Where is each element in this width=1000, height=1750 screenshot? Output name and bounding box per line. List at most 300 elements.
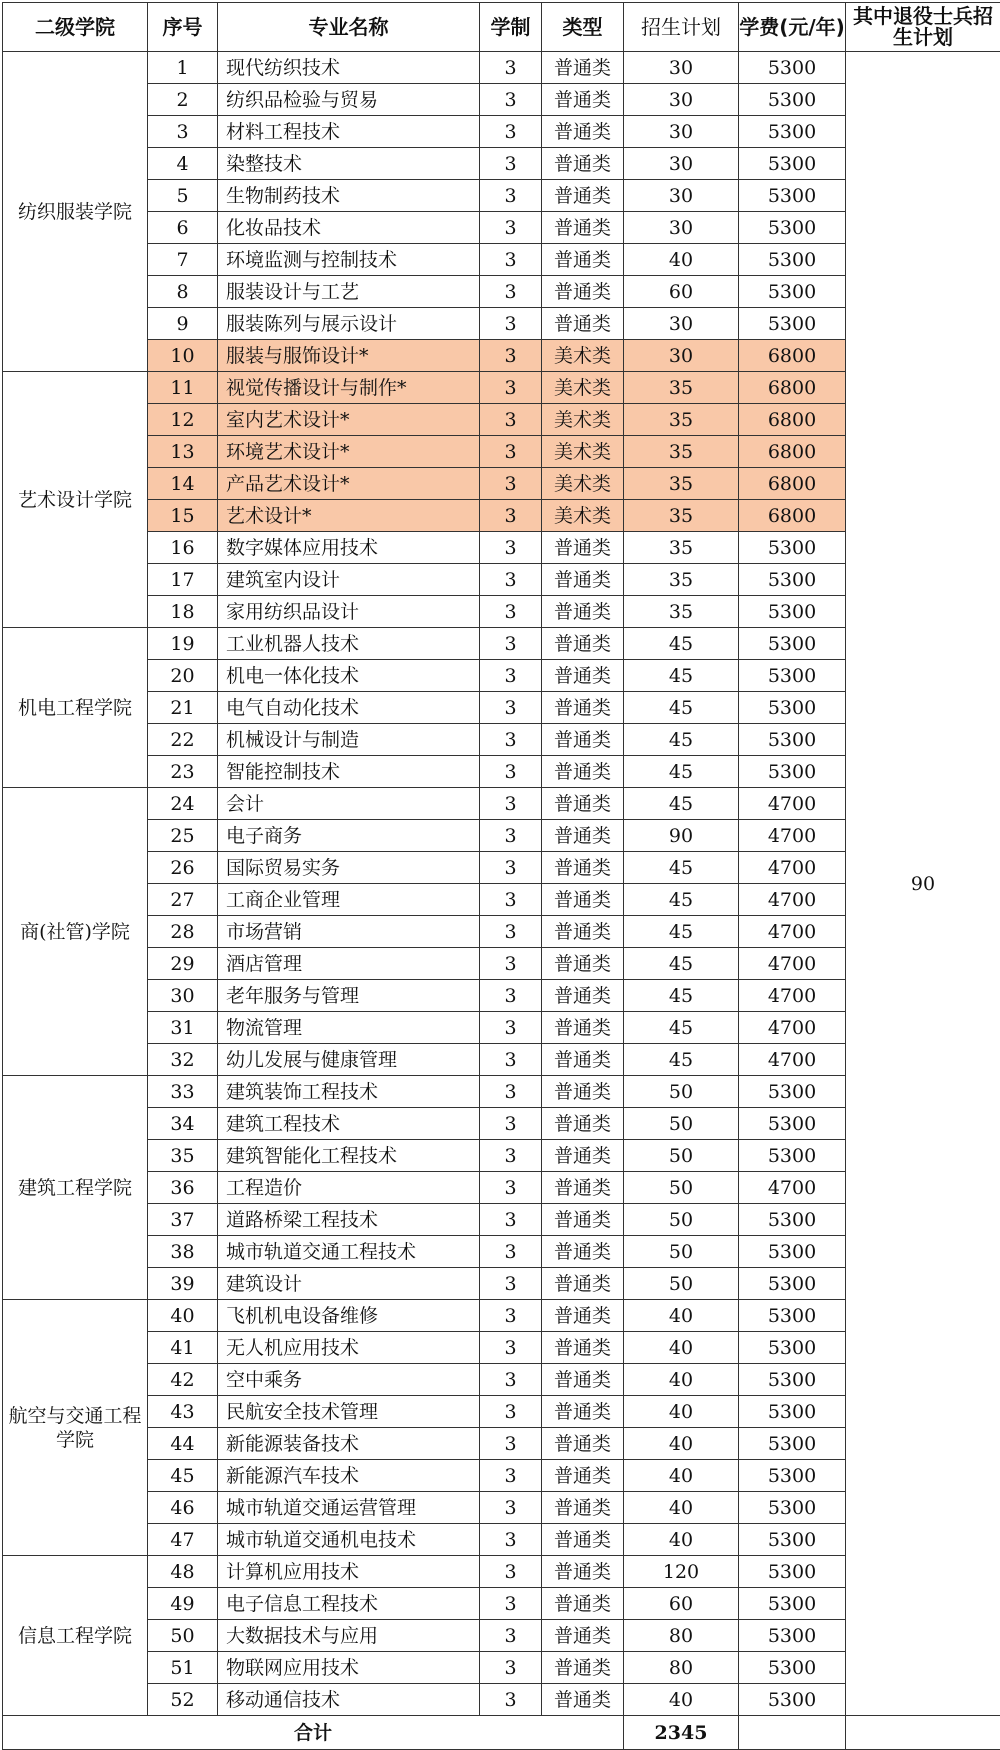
college-cell: 艺术设计学院: [3, 372, 148, 628]
duration-cell: 3: [480, 1396, 542, 1428]
type-cell: 普通类: [542, 788, 624, 820]
fee-cell: 4700: [739, 1172, 846, 1204]
type-cell: 普通类: [542, 1364, 624, 1396]
seq-cell: 35: [148, 1140, 218, 1172]
plan-cell: 35: [624, 532, 739, 564]
major-cell: 工商企业管理: [218, 884, 480, 916]
duration-cell: 3: [480, 84, 542, 116]
plan-cell: 50: [624, 1236, 739, 1268]
fee-cell: 5300: [739, 276, 846, 308]
type-cell: 普通类: [542, 1396, 624, 1428]
seq-cell: 18: [148, 596, 218, 628]
duration-cell: 3: [480, 980, 542, 1012]
total-plan: 2345: [624, 1716, 739, 1750]
seq-cell: 4: [148, 148, 218, 180]
duration-cell: 3: [480, 244, 542, 276]
major-cell: 建筑智能化工程技术: [218, 1140, 480, 1172]
header-veteran: 其中退役士兵招生计划: [846, 3, 1000, 52]
fee-cell: 4700: [739, 916, 846, 948]
type-cell: 普通类: [542, 1076, 624, 1108]
type-cell: 普通类: [542, 1524, 624, 1556]
duration-cell: 3: [480, 692, 542, 724]
type-cell: 普通类: [542, 596, 624, 628]
seq-cell: 37: [148, 1204, 218, 1236]
seq-cell: 32: [148, 1044, 218, 1076]
header-row: [3, 3, 1000, 52]
fee-cell: 6800: [739, 500, 846, 532]
plan-cell: 90: [624, 820, 739, 852]
header-seq: 序号: [148, 3, 218, 52]
fee-cell: 5300: [739, 1108, 846, 1140]
seq-cell: 42: [148, 1364, 218, 1396]
duration-cell: 3: [480, 212, 542, 244]
seq-cell: 6: [148, 212, 218, 244]
plan-cell: 40: [624, 1332, 739, 1364]
type-cell: 普通类: [542, 1620, 624, 1652]
plan-cell: 45: [624, 884, 739, 916]
type-cell: 普通类: [542, 84, 624, 116]
duration-cell: 3: [480, 1588, 542, 1620]
type-cell: 普通类: [542, 1556, 624, 1588]
fee-cell: 4700: [739, 948, 846, 980]
duration-cell: 3: [480, 852, 542, 884]
seq-cell: 17: [148, 564, 218, 596]
fee-cell: 5300: [739, 1364, 846, 1396]
type-cell: 普通类: [542, 1652, 624, 1684]
major-cell: 工程造价: [218, 1172, 480, 1204]
type-cell: 普通类: [542, 628, 624, 660]
fee-cell: 5300: [739, 1332, 846, 1364]
seq-cell: 48: [148, 1556, 218, 1588]
duration-cell: 3: [480, 52, 542, 84]
seq-cell: 31: [148, 1012, 218, 1044]
plan-cell: 30: [624, 308, 739, 340]
fee-cell: 5300: [739, 532, 846, 564]
fee-cell: 5300: [739, 308, 846, 340]
seq-cell: 2: [148, 84, 218, 116]
major-cell: 现代纺织技术: [218, 52, 480, 84]
fee-cell: 5300: [739, 1652, 846, 1684]
seq-cell: 45: [148, 1460, 218, 1492]
duration-cell: 3: [480, 1140, 542, 1172]
duration-cell: 3: [480, 1652, 542, 1684]
plan-cell: 35: [624, 468, 739, 500]
duration-cell: 3: [480, 1428, 542, 1460]
fee-cell: 5300: [739, 1268, 846, 1300]
major-cell: 工业机器人技术: [218, 628, 480, 660]
duration-cell: 3: [480, 1556, 542, 1588]
major-cell: 建筑设计: [218, 1268, 480, 1300]
type-cell: 美术类: [542, 404, 624, 436]
duration-cell: 3: [480, 564, 542, 596]
duration-cell: 3: [480, 1108, 542, 1140]
plan-cell: 60: [624, 276, 739, 308]
fee-cell: 5300: [739, 212, 846, 244]
major-cell: 幼儿发展与健康管理: [218, 1044, 480, 1076]
major-cell: 服装与服饰设计*: [218, 340, 480, 372]
seq-cell: 16: [148, 532, 218, 564]
duration-cell: 3: [480, 1364, 542, 1396]
duration-cell: 3: [480, 532, 542, 564]
seq-cell: 26: [148, 852, 218, 884]
major-cell: 智能控制技术: [218, 756, 480, 788]
major-cell: 艺术设计*: [218, 500, 480, 532]
fee-cell: 5300: [739, 1460, 846, 1492]
seq-cell: 29: [148, 948, 218, 980]
seq-cell: 25: [148, 820, 218, 852]
type-cell: 普通类: [542, 948, 624, 980]
major-cell: 服装陈列与展示设计: [218, 308, 480, 340]
plan-cell: 30: [624, 340, 739, 372]
fee-cell: 5300: [739, 1076, 846, 1108]
major-cell: 物流管理: [218, 1012, 480, 1044]
total-label: 合计: [3, 1716, 624, 1750]
seq-cell: 8: [148, 276, 218, 308]
plan-cell: 40: [624, 1428, 739, 1460]
type-cell: 普通类: [542, 1204, 624, 1236]
plan-cell: 30: [624, 148, 739, 180]
seq-cell: 40: [148, 1300, 218, 1332]
plan-cell: 40: [624, 244, 739, 276]
duration-cell: 3: [480, 1460, 542, 1492]
plan-cell: 50: [624, 1140, 739, 1172]
plan-cell: 50: [624, 1204, 739, 1236]
plan-cell: 35: [624, 596, 739, 628]
plan-cell: 40: [624, 1460, 739, 1492]
seq-cell: 46: [148, 1492, 218, 1524]
seq-cell: 15: [148, 500, 218, 532]
plan-cell: 80: [624, 1652, 739, 1684]
type-cell: 普通类: [542, 564, 624, 596]
header-duration: 学制: [480, 3, 542, 52]
type-cell: 美术类: [542, 340, 624, 372]
type-cell: 普通类: [542, 532, 624, 564]
type-cell: 普通类: [542, 1332, 624, 1364]
major-cell: 电子信息工程技术: [218, 1588, 480, 1620]
major-cell: 移动通信技术: [218, 1684, 480, 1716]
type-cell: 普通类: [542, 244, 624, 276]
major-cell: 无人机应用技术: [218, 1332, 480, 1364]
major-cell: 环境监测与控制技术: [218, 244, 480, 276]
veteran-plan-cell: 90: [846, 52, 1000, 1716]
major-cell: 室内艺术设计*: [218, 404, 480, 436]
plan-cell: 45: [624, 916, 739, 948]
plan-cell: 45: [624, 628, 739, 660]
duration-cell: 3: [480, 1492, 542, 1524]
fee-cell: 5300: [739, 692, 846, 724]
college-cell: 机电工程学院: [3, 628, 148, 788]
plan-cell: 30: [624, 180, 739, 212]
fee-cell: 6800: [739, 468, 846, 500]
fee-cell: 5300: [739, 756, 846, 788]
fee-cell: 4700: [739, 852, 846, 884]
fee-cell: 5300: [739, 244, 846, 276]
duration-cell: 3: [480, 948, 542, 980]
type-cell: 普通类: [542, 116, 624, 148]
type-cell: 普通类: [542, 692, 624, 724]
fee-cell: 5300: [739, 724, 846, 756]
duration-cell: 3: [480, 1268, 542, 1300]
total-row: [3, 1716, 1000, 1750]
plan-cell: 35: [624, 372, 739, 404]
major-cell: 建筑室内设计: [218, 564, 480, 596]
plan-cell: 35: [624, 564, 739, 596]
fee-cell: 6800: [739, 404, 846, 436]
duration-cell: 3: [480, 436, 542, 468]
fee-cell: 4700: [739, 1012, 846, 1044]
college-cell: 信息工程学院: [3, 1556, 148, 1716]
plan-cell: 45: [624, 980, 739, 1012]
college-cell: 纺织服装学院: [3, 52, 148, 372]
seq-cell: 28: [148, 916, 218, 948]
duration-cell: 3: [480, 820, 542, 852]
seq-cell: 34: [148, 1108, 218, 1140]
type-cell: 普通类: [542, 852, 624, 884]
fee-cell: 6800: [739, 372, 846, 404]
seq-cell: 19: [148, 628, 218, 660]
seq-cell: 1: [148, 52, 218, 84]
seq-cell: 11: [148, 372, 218, 404]
seq-cell: 9: [148, 308, 218, 340]
major-cell: 化妆品技术: [218, 212, 480, 244]
seq-cell: 5: [148, 180, 218, 212]
major-cell: 城市轨道交通机电技术: [218, 1524, 480, 1556]
plan-cell: 50: [624, 1076, 739, 1108]
duration-cell: 3: [480, 884, 542, 916]
major-cell: 计算机应用技术: [218, 1556, 480, 1588]
fee-cell: 5300: [739, 1204, 846, 1236]
plan-cell: 30: [624, 212, 739, 244]
plan-cell: 50: [624, 1268, 739, 1300]
seq-cell: 47: [148, 1524, 218, 1556]
major-cell: 生物制药技术: [218, 180, 480, 212]
major-cell: 城市轨道交通运营管理: [218, 1492, 480, 1524]
major-cell: 家用纺织品设计: [218, 596, 480, 628]
major-cell: 酒店管理: [218, 948, 480, 980]
major-cell: 国际贸易实务: [218, 852, 480, 884]
major-cell: 建筑工程技术: [218, 1108, 480, 1140]
header-fee: 学费(元/年): [739, 3, 846, 52]
plan-cell: 35: [624, 404, 739, 436]
duration-cell: 3: [480, 1204, 542, 1236]
plan-cell: 40: [624, 1364, 739, 1396]
fee-cell: 5300: [739, 1620, 846, 1652]
major-cell: 视觉传播设计与制作*: [218, 372, 480, 404]
fee-cell: 5300: [739, 148, 846, 180]
duration-cell: 3: [480, 1076, 542, 1108]
major-cell: 材料工程技术: [218, 116, 480, 148]
plan-cell: 40: [624, 1300, 739, 1332]
header-plan: 招生计划: [624, 3, 739, 52]
seq-cell: 27: [148, 884, 218, 916]
duration-cell: 3: [480, 500, 542, 532]
major-cell: 服装设计与工艺: [218, 276, 480, 308]
major-cell: 新能源汽车技术: [218, 1460, 480, 1492]
header-major: 专业名称: [218, 3, 480, 52]
duration-cell: 3: [480, 724, 542, 756]
type-cell: 普通类: [542, 308, 624, 340]
duration-cell: 3: [480, 1172, 542, 1204]
plan-cell: 45: [624, 660, 739, 692]
type-cell: 普通类: [542, 884, 624, 916]
duration-cell: 3: [480, 308, 542, 340]
duration-cell: 3: [480, 1044, 542, 1076]
plan-cell: 120: [624, 1556, 739, 1588]
duration-cell: 3: [480, 1524, 542, 1556]
type-cell: 普通类: [542, 1588, 624, 1620]
fee-cell: 5300: [739, 1588, 846, 1620]
seq-cell: 7: [148, 244, 218, 276]
type-cell: 普通类: [542, 1044, 624, 1076]
type-cell: 普通类: [542, 1236, 624, 1268]
type-cell: 普通类: [542, 660, 624, 692]
header-type: 类型: [542, 3, 624, 52]
type-cell: 美术类: [542, 500, 624, 532]
college-cell: 航空与交通工程学院: [3, 1300, 148, 1556]
major-cell: 空中乘务: [218, 1364, 480, 1396]
enrollment-plan-sheet: [2, 2, 1000, 1739]
seq-cell: 12: [148, 404, 218, 436]
type-cell: 普通类: [542, 1300, 624, 1332]
table-row: [3, 52, 1000, 84]
type-cell: 普通类: [542, 820, 624, 852]
plan-cell: 30: [624, 116, 739, 148]
major-cell: 新能源装备技术: [218, 1428, 480, 1460]
fee-cell: 5300: [739, 180, 846, 212]
major-cell: 道路桥梁工程技术: [218, 1204, 480, 1236]
type-cell: 普通类: [542, 1268, 624, 1300]
plan-cell: 40: [624, 1396, 739, 1428]
duration-cell: 3: [480, 1332, 542, 1364]
fee-cell: 5300: [739, 1396, 846, 1428]
fee-cell: 5300: [739, 564, 846, 596]
major-cell: 机电一体化技术: [218, 660, 480, 692]
major-cell: 市场营销: [218, 916, 480, 948]
plan-cell: 60: [624, 1588, 739, 1620]
fee-cell: 4700: [739, 820, 846, 852]
type-cell: 美术类: [542, 372, 624, 404]
fee-cell: 4700: [739, 1044, 846, 1076]
seq-cell: 44: [148, 1428, 218, 1460]
seq-cell: 36: [148, 1172, 218, 1204]
type-cell: 普通类: [542, 148, 624, 180]
fee-cell: 5300: [739, 1140, 846, 1172]
plan-cell: 30: [624, 84, 739, 116]
major-cell: 大数据技术与应用: [218, 1620, 480, 1652]
duration-cell: 3: [480, 916, 542, 948]
type-cell: 普通类: [542, 1140, 624, 1172]
major-cell: 建筑装饰工程技术: [218, 1076, 480, 1108]
duration-cell: 3: [480, 788, 542, 820]
fee-cell: 5300: [739, 52, 846, 84]
fee-cell: 5300: [739, 1428, 846, 1460]
major-cell: 数字媒体应用技术: [218, 532, 480, 564]
type-cell: 普通类: [542, 1012, 624, 1044]
type-cell: 普通类: [542, 1108, 624, 1140]
plan-cell: 35: [624, 500, 739, 532]
type-cell: 普通类: [542, 1684, 624, 1716]
duration-cell: 3: [480, 756, 542, 788]
major-cell: 染整技术: [218, 148, 480, 180]
duration-cell: 3: [480, 468, 542, 500]
header-college: 二级学院: [3, 3, 148, 52]
fee-cell: 4700: [739, 884, 846, 916]
duration-cell: 3: [480, 372, 542, 404]
major-cell: 环境艺术设计*: [218, 436, 480, 468]
fee-cell: 5300: [739, 116, 846, 148]
major-cell: 老年服务与管理: [218, 980, 480, 1012]
fee-cell: 5300: [739, 660, 846, 692]
college-cell: 建筑工程学院: [3, 1076, 148, 1300]
major-cell: 机械设计与制造: [218, 724, 480, 756]
plan-cell: 30: [624, 52, 739, 84]
type-cell: 普通类: [542, 212, 624, 244]
fee-cell: 5300: [739, 1492, 846, 1524]
plan-cell: 45: [624, 756, 739, 788]
plan-cell: 50: [624, 1108, 739, 1140]
type-cell: 普通类: [542, 916, 624, 948]
enrollment-plan-table: [2, 2, 1000, 1750]
plan-cell: 45: [624, 692, 739, 724]
plan-cell: 45: [624, 1012, 739, 1044]
plan-cell: 35: [624, 436, 739, 468]
seq-cell: 30: [148, 980, 218, 1012]
fee-cell: 5300: [739, 1236, 846, 1268]
duration-cell: 3: [480, 1620, 542, 1652]
seq-cell: 39: [148, 1268, 218, 1300]
fee-cell: 4700: [739, 788, 846, 820]
fee-cell: 5300: [739, 84, 846, 116]
major-cell: 纺织品检验与贸易: [218, 84, 480, 116]
type-cell: 普通类: [542, 180, 624, 212]
seq-cell: 49: [148, 1588, 218, 1620]
plan-cell: 40: [624, 1684, 739, 1716]
fee-cell: 5300: [739, 1556, 846, 1588]
seq-cell: 10: [148, 340, 218, 372]
duration-cell: 3: [480, 1236, 542, 1268]
fee-cell: 5300: [739, 628, 846, 660]
duration-cell: 3: [480, 596, 542, 628]
duration-cell: 3: [480, 276, 542, 308]
seq-cell: 51: [148, 1652, 218, 1684]
plan-cell: 45: [624, 948, 739, 980]
fee-cell: 5300: [739, 1300, 846, 1332]
duration-cell: 3: [480, 628, 542, 660]
seq-cell: 38: [148, 1236, 218, 1268]
type-cell: 普通类: [542, 1492, 624, 1524]
plan-cell: 45: [624, 724, 739, 756]
duration-cell: 3: [480, 404, 542, 436]
fee-cell: 5300: [739, 1684, 846, 1716]
college-cell: 商(社管)学院: [3, 788, 148, 1076]
plan-cell: 45: [624, 788, 739, 820]
duration-cell: 3: [480, 148, 542, 180]
duration-cell: 3: [480, 340, 542, 372]
major-cell: 物联网应用技术: [218, 1652, 480, 1684]
major-cell: 会计: [218, 788, 480, 820]
fee-cell: 5300: [739, 596, 846, 628]
plan-cell: 45: [624, 1044, 739, 1076]
table-body: [3, 52, 1000, 1750]
type-cell: 普通类: [542, 1172, 624, 1204]
plan-cell: 40: [624, 1524, 739, 1556]
seq-cell: 14: [148, 468, 218, 500]
plan-cell: 80: [624, 1620, 739, 1652]
type-cell: 美术类: [542, 436, 624, 468]
fee-cell: 4700: [739, 980, 846, 1012]
total-veteran-empty: [846, 1716, 1000, 1750]
major-cell: 电子商务: [218, 820, 480, 852]
